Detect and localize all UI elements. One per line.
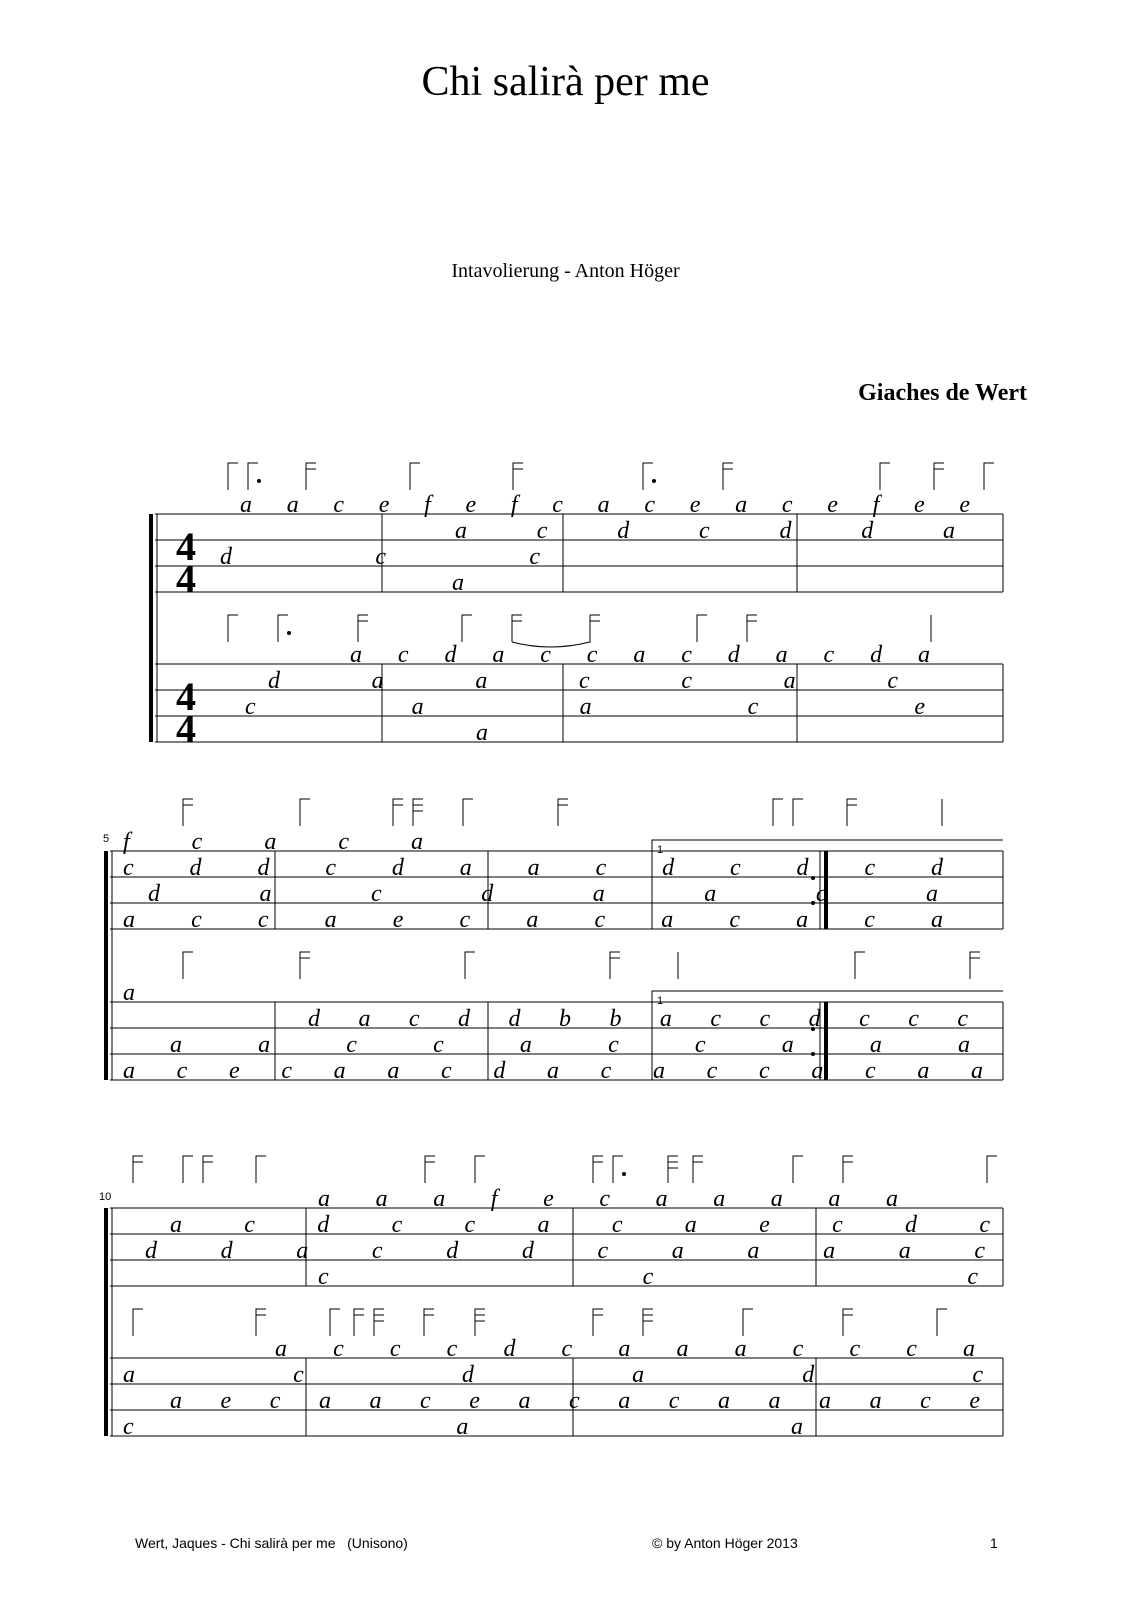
time-signature-denominator: 4 [176,706,196,751]
system-3 [106,1156,1003,1436]
bar-number: 5 [103,833,110,845]
volta-number: 1 [657,995,664,1007]
tab-course-line: c a a c e [245,694,925,720]
tab-course-line: a c c c d c a a a c c c a [275,1336,975,1362]
tab-course-line: d a a c c a c [268,668,898,694]
footer-copyright: © by Anton Höger 2013 [652,1535,798,1551]
tab-course-line: c c c [318,1264,978,1290]
tab-course-line: a a c c a c c a a a [170,1032,971,1058]
tab-course-line: a c d c c a c a e c d c [170,1212,990,1238]
tab-course-line: a [452,570,464,596]
tab-course-line: a [123,980,135,1006]
tab-course-line: a c d a c c a c d a c d a [350,642,930,668]
system-2 [106,799,1003,1080]
time-signature-denominator: 4 [176,556,196,601]
page-number: 1 [990,1535,998,1551]
tab-course-line: a c c a e c a c a c a c a [123,907,943,933]
tab-course-line: a a a f e c a a a a a [318,1186,898,1212]
volta-number: 1 [657,844,664,856]
tab-course-line: a [476,720,488,746]
tab-course-line: c d d c d a a c d c d c d [123,855,943,881]
tab-course-line: f c a c a [123,829,423,855]
tab-course-line: d d a c d d c a a a a c [145,1238,985,1264]
bar-number: 10 [99,1191,112,1203]
arranger-credit: Intavolierung - Anton Höger [451,260,680,282]
page-title: Chi salirà per me [421,59,710,105]
tab-course-line: a c d c d d a [455,518,955,544]
tab-course-line: a a c e f e f c a c e a c e f e e [240,492,970,518]
footer-piece-info: Wert, Jaques - Chi salirà per me (Unisono) [135,1535,408,1551]
tab-course-line: a e c a a c e a c a c a a a a c e [170,1388,980,1414]
tab-course-line: d a c d a a c a [148,881,938,907]
composer-name: Giaches de Wert [858,380,1027,406]
tab-course-line: a c d a d c [123,1362,983,1388]
tab-course-line: d a c d d b b a c c d c c c [308,1006,969,1032]
time-signature-numerator: 4 [176,524,196,569]
tab-course-line: c a a [123,1414,803,1440]
tab-course-line: d c c [220,544,540,570]
tab-course-line: a c e c a a c d a c a c c a c a a [123,1058,983,1084]
time-signature-numerator: 4 [176,674,196,719]
